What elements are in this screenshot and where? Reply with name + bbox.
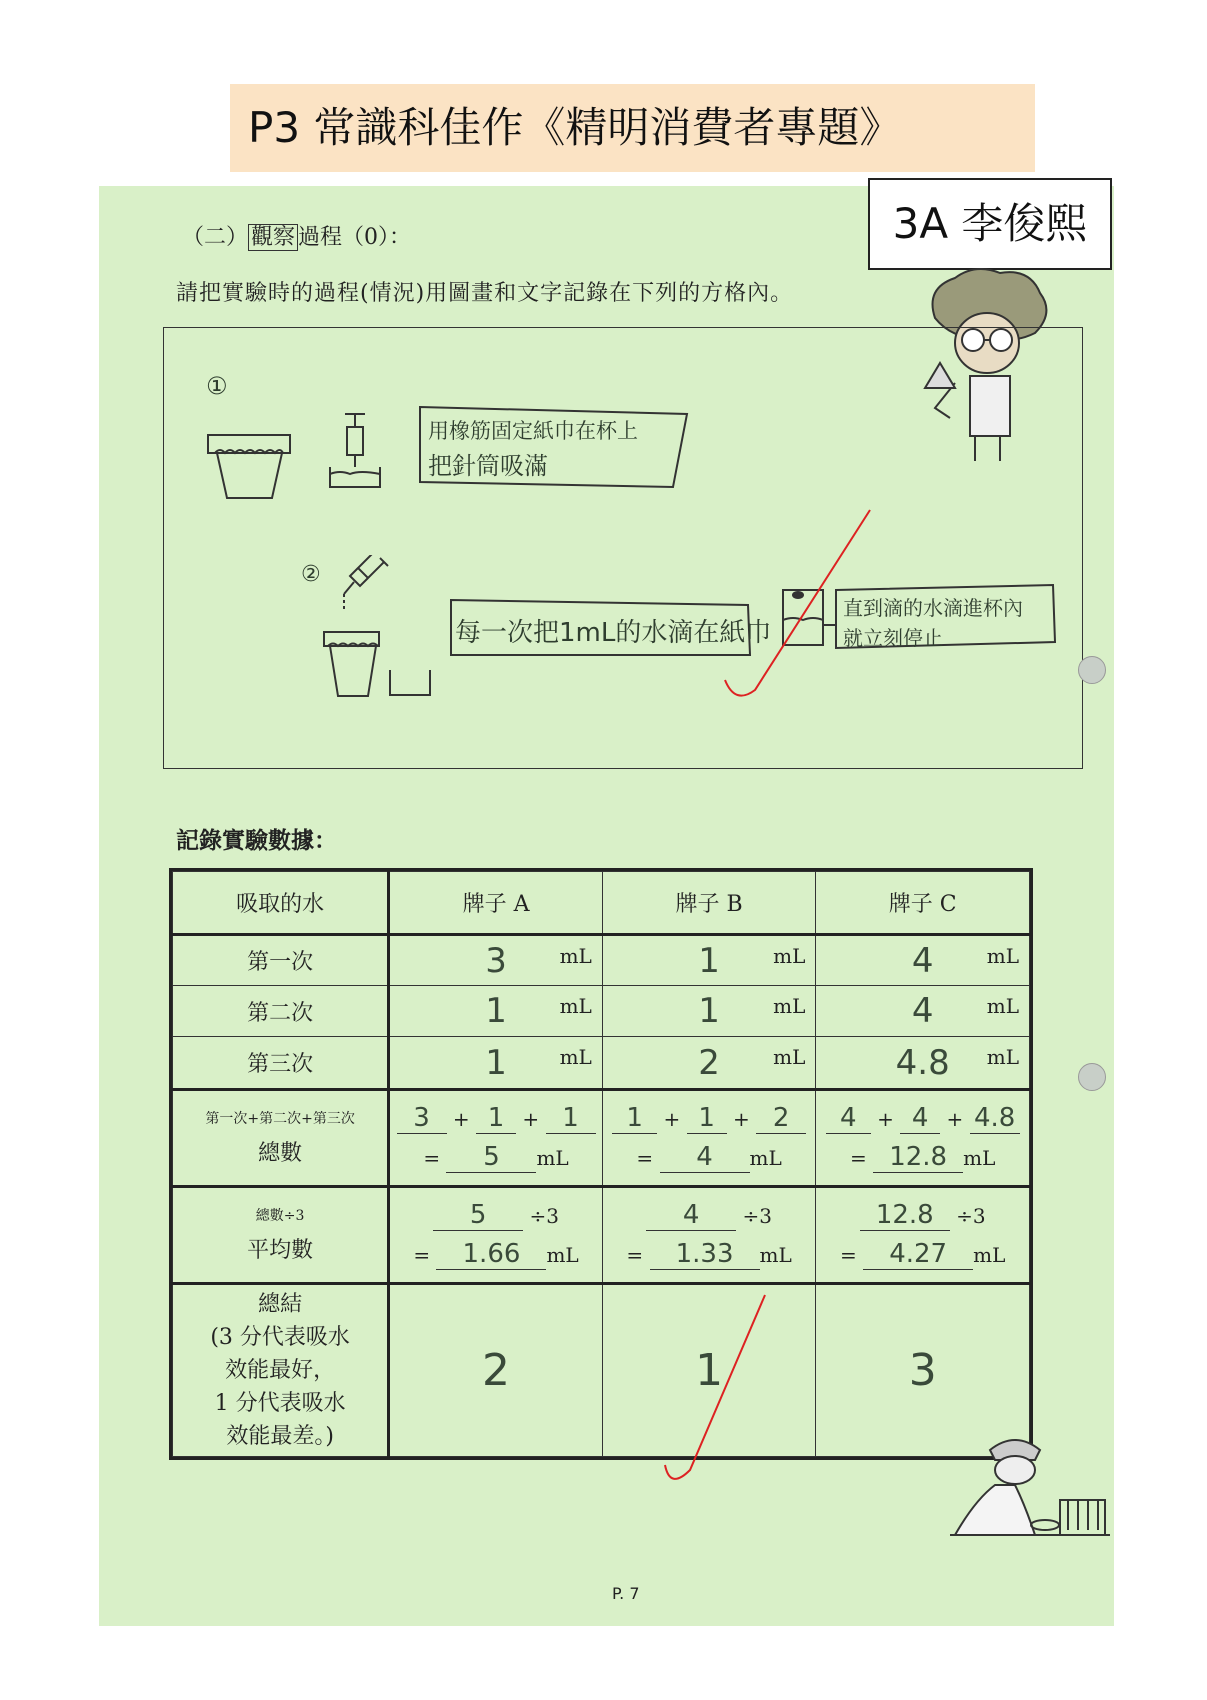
step1-number: ① xyxy=(206,372,228,400)
divisor: ÷3 xyxy=(529,1203,559,1228)
table-cell xyxy=(816,986,1030,1037)
average-cell-b xyxy=(602,1186,816,1283)
unit-label: mL xyxy=(559,944,592,969)
handwritten-value: 5 xyxy=(433,1200,523,1231)
table-cell xyxy=(602,935,816,986)
table-cell xyxy=(389,935,603,986)
unit-label: mL xyxy=(773,944,806,969)
row-label: 第三次 xyxy=(173,1037,389,1090)
unit-label: mL xyxy=(963,1145,996,1170)
score-value: 1 xyxy=(695,1344,724,1396)
summary-cell-a xyxy=(389,1283,603,1456)
section-boxed-word: 觀察 xyxy=(248,224,298,251)
handwritten-value: 4 xyxy=(826,1103,871,1134)
observation-box xyxy=(163,327,1083,769)
unit-label: mL xyxy=(986,994,1019,1019)
total-cell-a xyxy=(389,1090,603,1187)
summary-line: (3 分代表吸水 xyxy=(210,1324,350,1350)
table-cell xyxy=(389,986,603,1037)
average-formula-a xyxy=(390,1200,602,1231)
header-water: 吸取的水 xyxy=(173,872,389,935)
unit-label: mL xyxy=(559,994,592,1019)
handwritten-value: 4.8 xyxy=(970,1103,1020,1134)
step2-number: ② xyxy=(301,562,321,587)
step2-note-text: 每一次把1mL的水滴在紙巾 xyxy=(455,618,772,648)
summary-line: 效能最好， xyxy=(225,1357,336,1383)
divisor: ÷3 xyxy=(956,1203,986,1228)
total-formula-c: 4 + 4 + 4.8 xyxy=(816,1103,1029,1134)
table-cell xyxy=(602,1037,816,1090)
step2-cup-drawing xyxy=(322,630,442,700)
cell-value: 1 xyxy=(698,940,720,981)
average-result-a: = 1.66 mL xyxy=(413,1238,579,1269)
step2-syringe-drawing xyxy=(340,555,390,615)
step1-note-line2: 把針筒吸滿 xyxy=(428,452,548,480)
total-formula-label: 第一次+第二次+第三次 xyxy=(205,1111,355,1128)
binder-hole xyxy=(1078,656,1106,684)
handwritten-value: 4 xyxy=(646,1200,736,1231)
cell-value: 4 xyxy=(911,991,934,1032)
unit-label: mL xyxy=(773,1045,806,1070)
instruction-text: 請把實驗時的過程(情況)用圖畫和文字記錄在下列的方格內。 xyxy=(176,281,794,306)
total-label-cell xyxy=(173,1090,389,1187)
total-cell-c xyxy=(816,1090,1030,1187)
handwritten-value: 1 xyxy=(476,1103,516,1134)
binder-hole xyxy=(1078,1063,1106,1091)
average-cell-a xyxy=(389,1186,603,1283)
total-label: 總數 xyxy=(258,1141,303,1167)
teacher-check-mark-table xyxy=(660,1290,770,1490)
page-banner: P3 常識科佳作《精明消費者專題》 xyxy=(230,84,1035,172)
cell-value: 1 xyxy=(485,991,507,1032)
score-value: 2 xyxy=(482,1344,511,1396)
divisor: ÷3 xyxy=(742,1203,773,1228)
page-number: P. 7 xyxy=(612,1584,640,1603)
cell-value: 1 xyxy=(698,991,720,1032)
row-label: 第二次 xyxy=(173,986,389,1037)
data-table xyxy=(169,868,1033,1460)
summary-label-cell xyxy=(173,1283,389,1456)
score-value: 3 xyxy=(908,1344,937,1396)
average-label-cell xyxy=(173,1186,389,1283)
handwritten-value: 5 xyxy=(446,1142,536,1173)
section-title xyxy=(182,220,411,251)
summary-line: 1 分代表吸水 xyxy=(214,1390,346,1416)
total-result-c: = 12.8 mL xyxy=(850,1141,996,1172)
header-brand-a: 牌子 A xyxy=(389,872,603,935)
unit-label: mL xyxy=(986,944,1019,969)
average-result-b: = 1.33 mL xyxy=(626,1238,792,1269)
lab-scientist-illustration xyxy=(950,1430,1110,1560)
unit-label: mL xyxy=(986,1045,1019,1070)
handwritten-value: 1 xyxy=(546,1103,596,1134)
unit-label: mL xyxy=(759,1242,792,1267)
handwritten-value: 3 xyxy=(397,1103,447,1134)
table-cell xyxy=(816,935,1030,986)
unit-label: mL xyxy=(973,1242,1006,1267)
table-cell xyxy=(816,1037,1030,1090)
handwritten-value: 1.66 xyxy=(436,1239,546,1270)
handwritten-value: 4 xyxy=(660,1142,750,1173)
handwritten-value: 2 xyxy=(756,1103,806,1134)
handwritten-value: 4.27 xyxy=(863,1239,973,1270)
header-brand-c: 牌子 C xyxy=(816,872,1030,935)
cell-value: 4 xyxy=(911,940,934,981)
step2-note-line3: 就立刻停止 xyxy=(843,626,943,650)
step1-cup-drawing xyxy=(205,425,295,505)
row-label: 第一次 xyxy=(173,935,389,986)
total-cell-b xyxy=(602,1090,816,1187)
total-formula-b: 1 + 1 + 2 xyxy=(603,1103,816,1134)
handwritten-value: 1.33 xyxy=(650,1239,760,1270)
unit-label: mL xyxy=(749,1145,782,1170)
cell-value: 4.8 xyxy=(895,1042,950,1083)
handwritten-value: 12.8 xyxy=(860,1200,950,1231)
student-name-box: 3A 李俊熙 xyxy=(868,178,1112,270)
total-result-b: = 4 mL xyxy=(636,1141,782,1172)
unit-label: mL xyxy=(559,1045,592,1070)
summary-line: 總結 xyxy=(258,1291,303,1317)
average-formula-c xyxy=(816,1200,1029,1231)
average-result-c: = 4.27 mL xyxy=(840,1238,1006,1269)
average-formula-label: 總數÷3 xyxy=(255,1208,305,1225)
teacher-check-mark xyxy=(720,505,880,705)
unit-label: mL xyxy=(773,994,806,1019)
cell-value: 3 xyxy=(485,940,507,981)
table-cell xyxy=(389,1037,603,1090)
average-label: 平均數 xyxy=(247,1238,314,1264)
unit-label: mL xyxy=(546,1242,579,1267)
section-prefix: （二） xyxy=(182,225,249,250)
handwritten-value: 12.8 xyxy=(873,1142,963,1173)
unit-label: mL xyxy=(536,1145,569,1170)
section-suffix: 過程（0）： xyxy=(298,225,412,250)
step1-syringe-drawing xyxy=(325,412,385,492)
handwritten-value: 1 xyxy=(687,1103,727,1134)
cell-value: 2 xyxy=(698,1042,720,1083)
step1-note-line1: 用橡筋固定紙巾在杯上 xyxy=(428,419,638,443)
average-cell-c xyxy=(816,1186,1030,1283)
data-section-title: 記錄實驗數據： xyxy=(176,827,337,854)
cell-value: 1 xyxy=(485,1042,507,1083)
average-formula-b xyxy=(603,1200,816,1231)
step2-note-line2: 直到滴的水滴進杯內 xyxy=(843,596,1023,620)
handwritten-value: 1 xyxy=(612,1103,657,1134)
table-cell xyxy=(602,986,816,1037)
header-brand-b: 牌子 B xyxy=(602,872,816,935)
handwritten-value: 4 xyxy=(900,1103,940,1134)
total-result-a: = 5 mL xyxy=(423,1141,569,1172)
summary-line: 效能最差。) xyxy=(226,1423,334,1449)
total-formula-a: 3 + 1 + 1 xyxy=(390,1103,602,1134)
